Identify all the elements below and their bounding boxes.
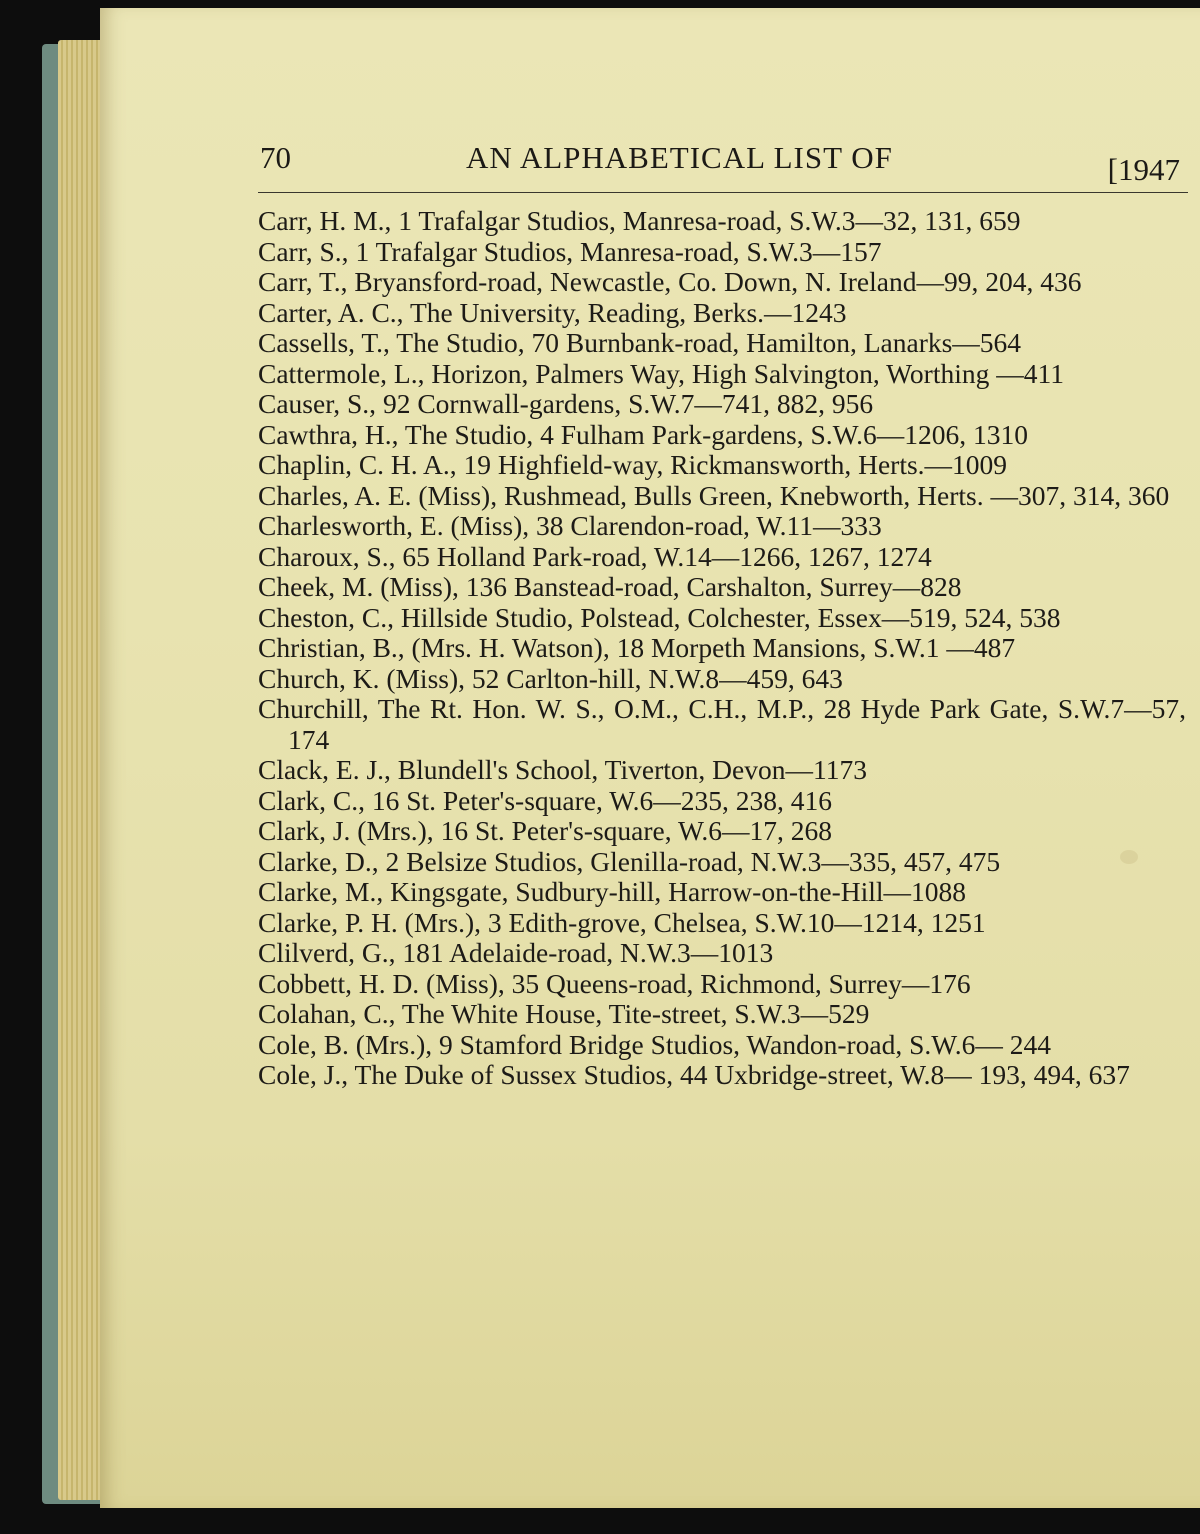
entry-address: 3 Edith-grove, Chelsea, S.W.10—1214, 1251 <box>487 906 986 938</box>
directory-entry <box>258 908 1186 939</box>
directory-entry <box>258 420 1186 451</box>
entry-address: 136 Banstead-road, Carshalton, Surrey—828 <box>465 571 962 602</box>
entry-name: Clark, C., <box>258 784 365 816</box>
running-title: AN ALPHABETICAL LIST OF <box>466 140 893 175</box>
entry-name: Clarke, M., <box>258 876 384 907</box>
entry-address: 28 Hyde Park Gate, S.W.7—57, 174 <box>288 693 1186 755</box>
entry-name: Carr, H. M., <box>258 205 392 236</box>
directory-entry <box>258 511 1186 542</box>
directory-entry <box>258 603 1186 634</box>
entry-address: Blundell's School, Tiverton, Devon—1173 <box>397 754 867 785</box>
entry-name: Christian, B., (Mrs. H. Watson), <box>258 632 610 663</box>
directory-entry <box>258 847 1186 878</box>
entry-address: Kingsgate, Sudbury-hill, Harrow-on-the-Hill—1088 <box>390 876 967 907</box>
entry-address: The White House, Tite-street, S.W.3—529 <box>401 998 870 1029</box>
entry-name: Cattermole, L., <box>258 357 425 389</box>
entry-address: The Studio, 70 Burnbank-road, Hamilton, Lanarks—564 <box>396 327 1022 358</box>
directory-entry <box>258 1060 1186 1091</box>
entry-address: Horizon, Palmers Way, High Salvington, Worthing —411 <box>431 357 1064 389</box>
directory-entry <box>258 694 1186 755</box>
entry-address: The Duke of Sussex Studios, 44 Uxbridge-street, W.8— 193, 494, 637 <box>354 1059 1130 1090</box>
entry-name: Cawthra, H., <box>258 418 399 450</box>
entry-name: Clark, J. (Mrs.), <box>258 815 434 846</box>
entry-address: 92 Cornwall-gardens, S.W.7—741, 882, 956 <box>382 388 874 419</box>
directory-entry <box>258 389 1186 420</box>
directory-entry <box>258 816 1186 847</box>
entry-name: Cobbett, H. D. (Miss), <box>258 967 505 999</box>
entry-name: Cole, J., <box>258 1059 349 1090</box>
header-rule <box>258 192 1188 193</box>
entry-address: 9 Stamford Bridge Studios, Wandon-road, S.W.6— 244 <box>439 1028 1051 1060</box>
entry-name: Cheston, C., <box>258 601 394 633</box>
entry-name: Clack, E. J., <box>258 754 391 785</box>
directory-entry <box>258 450 1186 481</box>
entry-address: 1 Trafalgar Studios, Manresa-road, S.W.3—157 <box>355 235 882 267</box>
entry-name: Causer, S., <box>258 388 377 419</box>
entry-address: 52 Carlton-hill, N.W.8—459, 643 <box>471 662 843 694</box>
entry-name: Church, K. (Miss), <box>258 662 466 694</box>
directory-entry <box>258 633 1186 664</box>
entry-name: Clarke, D., <box>258 845 379 877</box>
entry-address: The Studio, 4 Fulham Park-gardens, S.W.6—1206, 1310 <box>404 418 1028 450</box>
directory-entry <box>258 786 1186 817</box>
directory-entry <box>258 298 1186 329</box>
entry-address: 181 Adelaide-road, N.W.3—1013 <box>402 937 774 968</box>
directory-entry <box>258 267 1186 298</box>
entry-address: Bryansford-road, Newcastle, Co. Down, N. Ireland—99, 204, 436 <box>354 266 1082 297</box>
entry-address: Rushmead, Bulls Green, Knebworth, Herts. —307, 314, 360 <box>503 479 1170 511</box>
directory-entry <box>258 877 1186 908</box>
directory-entry <box>258 359 1186 390</box>
entry-address: 38 Clarendon-road, W.11—333 <box>536 510 882 541</box>
entry-name: Chaplin, C. H. A., <box>258 449 457 480</box>
entry-name: Cheek, M. (Miss), <box>258 571 459 602</box>
entry-address: 19 Highfield-way, Rickmansworth, Herts.—1009 <box>463 449 1008 480</box>
entry-name: Charlesworth, E. (Miss), <box>258 510 530 541</box>
page-number: 70 <box>260 140 291 175</box>
directory-entry <box>258 237 1186 268</box>
entry-address: 2 Belsize Studios, Glenilla-road, N.W.3—335, 457, 475 <box>385 845 1001 877</box>
year-label: [1947 <box>1107 152 1180 187</box>
entry-name: Carr, S., <box>258 235 349 267</box>
entry-address: 18 Morpeth Mansions, S.W.1 —487 <box>616 632 1016 663</box>
directory-entry <box>258 755 1186 786</box>
entry-name: Carter, A. C., <box>258 296 404 328</box>
entry-address: 16 St. Peter's-square, W.6—235, 238, 416 <box>371 784 833 816</box>
directory-entry <box>258 572 1186 603</box>
entry-name: Clilverd, G., <box>258 937 396 968</box>
entry-name: Colahan, C., <box>258 998 396 1029</box>
entry-name: Cole, B. (Mrs.), <box>258 1028 433 1060</box>
directory-entry <box>258 328 1186 359</box>
running-header <box>258 140 1188 192</box>
entry-name: Charles, A. E. (Miss), <box>258 479 498 511</box>
directory-entry <box>258 481 1186 512</box>
entry-name: Churchill, The Rt. Hon. W. S., O.M., C.H., M.P., <box>258 693 815 724</box>
directory-entry <box>258 1030 1186 1061</box>
entry-address: The University, Reading, Berks.—1243 <box>409 296 847 328</box>
entry-name: Clarke, P. H. (Mrs.), <box>258 906 482 938</box>
entry-address: Hillside Studio, Polstead, Colchester, Essex—519, 524, 538 <box>400 601 1061 633</box>
entry-name: Carr, T., <box>258 266 348 297</box>
directory-entry <box>258 542 1186 573</box>
directory-entry <box>258 664 1186 695</box>
directory-list <box>258 206 1186 1091</box>
entry-address: 65 Holland Park-road, W.14—1266, 1267, 1274 <box>402 540 932 572</box>
directory-entry <box>258 969 1186 1000</box>
entry-address: 35 Queens-road, Richmond, Surrey—176 <box>511 967 971 999</box>
directory-entry <box>258 938 1186 969</box>
entry-name: Cassells, T., <box>258 327 390 358</box>
entry-name: Charoux, S., <box>258 540 396 572</box>
entry-address: 16 St. Peter's-square, W.6—17, 268 <box>440 815 833 846</box>
directory-entry <box>258 999 1186 1030</box>
entry-address: 1 Trafalgar Studios, Manresa-road, S.W.3—32, 131, 659 <box>398 205 1021 236</box>
directory-entry <box>258 206 1186 237</box>
